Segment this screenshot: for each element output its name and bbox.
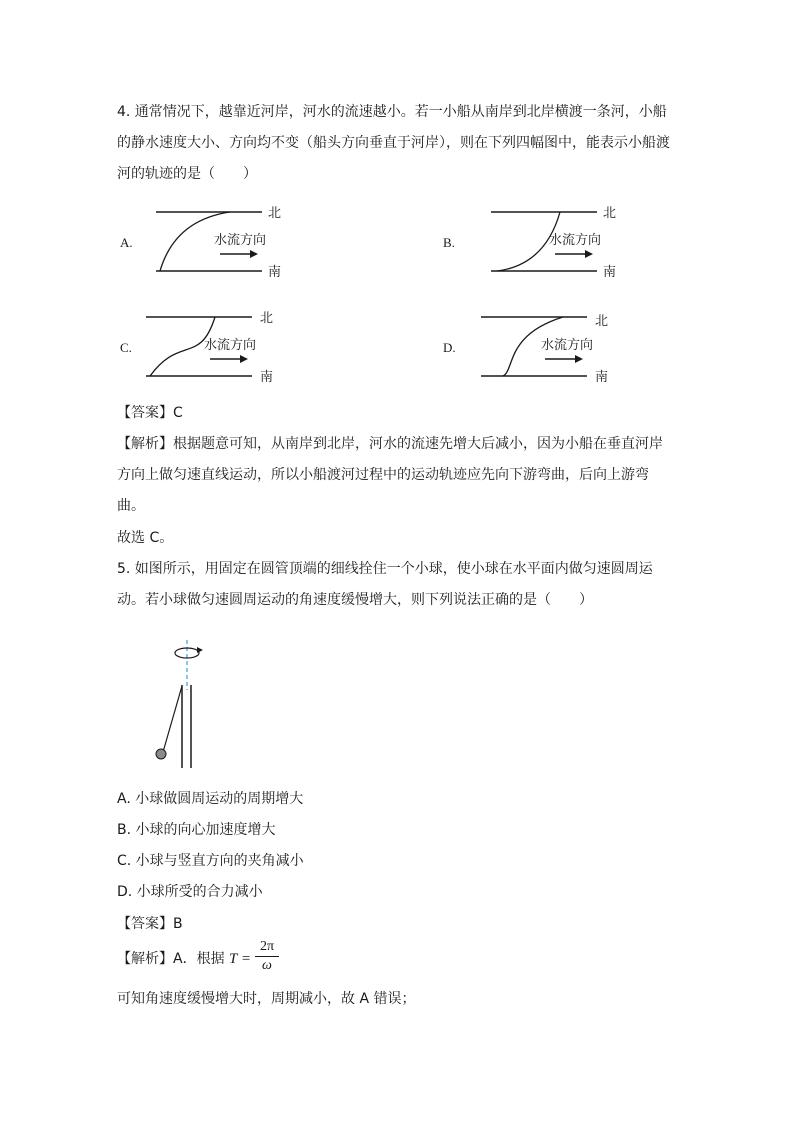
q4-answer-tag: 【答案】	[117, 405, 173, 421]
option-c-south: 南	[260, 370, 274, 385]
q5-answer-tag: 【答案】	[117, 916, 173, 932]
q5-figure	[145, 640, 225, 775]
option-d-flow-label: 水流方向	[541, 338, 594, 353]
q5-analysis-line-2: 可知角速度缓慢增大时，周期减小，故 A 错误；	[117, 991, 416, 1007]
q4-analysis-line-2: 方向上做匀速直线运动，所以小船渡河过程中的运动轨迹应先向下游弯曲，后向上游弯	[117, 467, 649, 483]
option-a-south: 南	[268, 265, 282, 280]
string	[163, 686, 182, 752]
formula-lhs: T =	[229, 951, 251, 967]
q5-stem-line-2: 动。若小球做匀速圆周运动的角速度缓慢增大，则下列说法正确的是（ ）	[117, 592, 593, 608]
option-c-flow-label: 水流方向	[204, 338, 257, 353]
q4-analysis-line-3: 曲。	[117, 498, 145, 514]
q4-conclusion: 故选 C。	[117, 530, 174, 546]
q4-analysis-line-1	[117, 434, 663, 454]
q5-answer-value: B	[173, 916, 183, 932]
option-d-label: D.	[443, 340, 456, 355]
q4-answer	[117, 403, 183, 423]
option-c-north: 北	[260, 311, 274, 326]
q4-answer-value: C	[173, 405, 183, 421]
q5-analysis-prefix: A．根据	[173, 951, 225, 967]
option-d-diagram	[475, 305, 625, 389]
q4-analysis-tag: 【解析】	[117, 436, 173, 452]
q4-stem-line-2: 的静水速度大小、方向均不变（船头方向垂直于河岸），则在下列四幅图中，能表示小船渡	[117, 135, 670, 151]
q5-choice-c: C. 小球与竖直方向的夹角减小	[117, 853, 304, 869]
q5-analysis-tag: 【解析】	[117, 951, 173, 967]
formula-denominator: ω	[262, 958, 272, 973]
option-a-north: 北	[268, 206, 282, 221]
option-c-diagram	[140, 305, 290, 389]
option-d-north: 北	[595, 314, 609, 329]
q4-analysis-text-1: 根据题意可知，从南岸到北岸，河水的流速先增大后减小，因为小船在垂直河岸	[173, 436, 663, 452]
q5-analysis-line-1	[117, 949, 251, 969]
option-b-label: B.	[443, 235, 455, 250]
option-d-south: 南	[595, 370, 609, 385]
q4-stem-line-3: 河的轨迹的是（ ）	[117, 166, 257, 182]
option-b-north: 北	[603, 206, 617, 221]
option-b-flow-label: 水流方向	[549, 233, 602, 248]
q5-choice-d: D. 小球所受的合力减小	[117, 884, 263, 900]
option-b-south: 南	[603, 265, 617, 280]
ball	[156, 749, 166, 759]
q5-stem-line-1: 5. 如图所示，用固定在圆管顶端的细线拴住一个小球，使小球在水平面内做匀速圆周运	[117, 561, 653, 577]
q4-stem-line-1: 4. 通常情况下，越靠近河岸，河水的流速越小。若一小船从南岸到北岸横渡一条河，小船	[117, 104, 667, 120]
q5-choice-a: A. 小球做圆周运动的周期增大	[117, 791, 304, 807]
q5-choice-b: B. 小球的向心加速度增大	[117, 822, 276, 838]
formula-fraction	[255, 938, 279, 975]
formula-numerator: 2π	[255, 938, 279, 957]
option-c-label: C.	[120, 340, 132, 355]
option-a-diagram	[150, 200, 300, 284]
option-a-flow-label: 水流方向	[214, 233, 267, 248]
option-a-label: A.	[120, 235, 133, 250]
q5-answer	[117, 914, 183, 934]
option-b-diagram	[485, 200, 635, 284]
